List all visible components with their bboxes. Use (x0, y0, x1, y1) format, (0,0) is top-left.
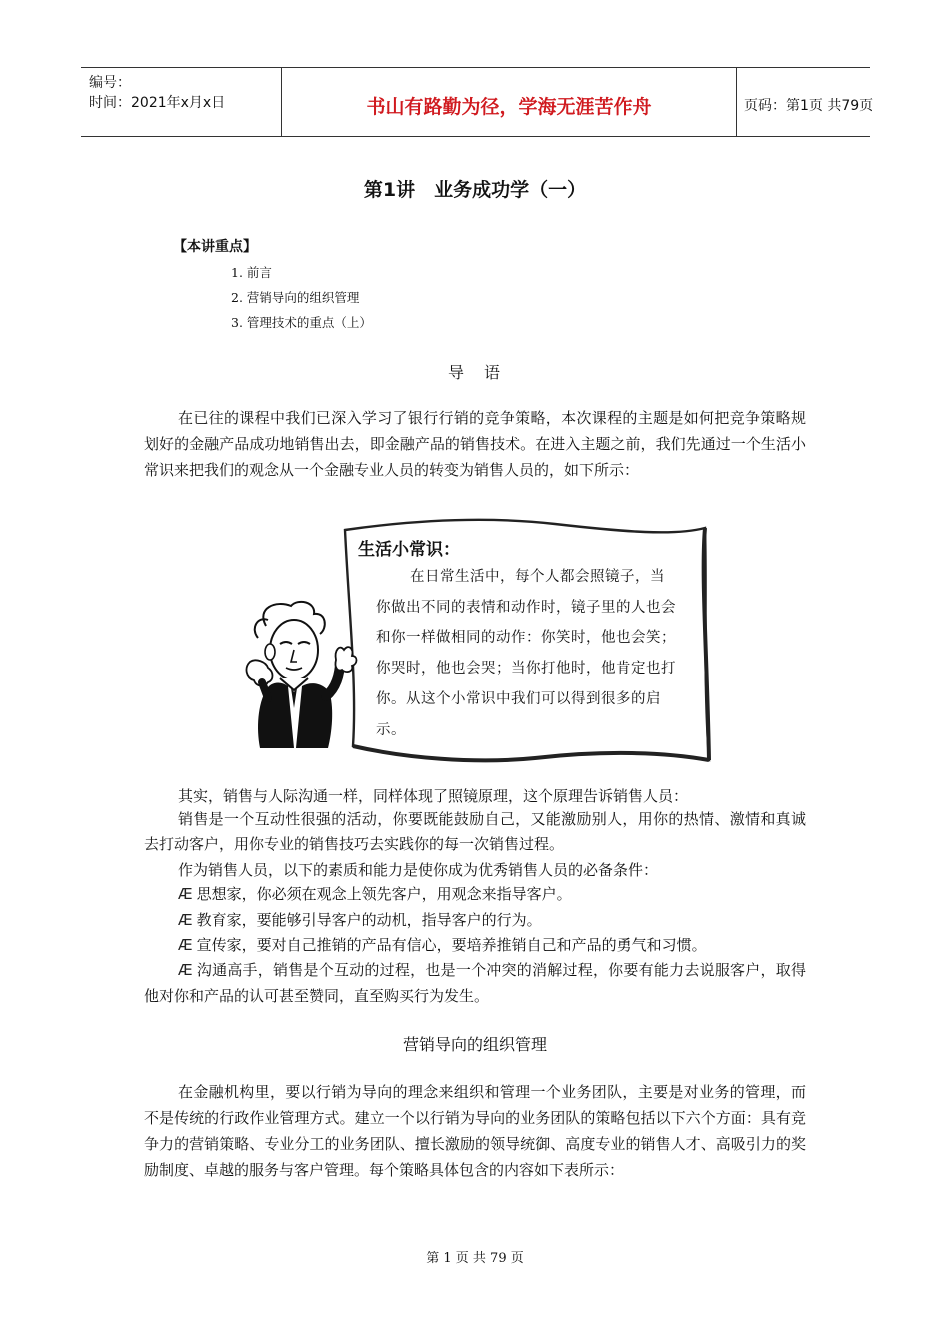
bullet-symbol: Æ (178, 885, 193, 903)
section-paragraph: 在金融机构里，要以行销为导向的理念来组织和管理一个业务团队，主要是对业务的管理，而不是传统的行政作业管理方式。建立一个以行销为导向的业务团队的策略包括以下六个方面：具有竞争力的营销策略、专业分工的业务团队、擅长激励的领导统御、高度专业的销售人才、高吸引力的奖励制度、卓越的服务与客户管理。每个策略具体包含的内容如下表所示： (144, 1083, 806, 1179)
intro-heading: 导 语 (447, 363, 502, 382)
key-points-heading: 【本讲重点】 (173, 239, 257, 255)
bullet-symbol: Æ (178, 936, 193, 954)
body-line: 其实，销售与人际沟通一样，同样体现了照镜原理，这个原理告诉销售人员： (178, 787, 689, 805)
motto: 书山有路勤为径，学海无涯苦作舟 (366, 96, 652, 118)
body-line: 作为销售人员，以下的素质和能力是使你成为优秀销售人员的必备条件： (178, 861, 659, 879)
header-meta-cell (81, 68, 281, 136)
intro-paragraph: 在已往的课程中我们已深入学习了银行行销的竞争策略，本次课程的主题是如何把竞争策略规划好的金融产品成功地销售出去，即金融产品的销售技术。在进入主题之前，我们先通过一个生活小常识来把我们的观念从一个金融专业人员的转变为销售人员的，如下所示： (144, 409, 806, 479)
bullet-text: 教育家，要能够引导客户的动机，指导客户的行为。 (196, 911, 542, 929)
document-header (81, 67, 874, 137)
key-point-item: 2. 营销导向的组织管理 (231, 290, 360, 305)
section-heading: 营销导向的组织管理 (402, 1035, 547, 1054)
lecture-title: 第1讲 业务成功学（一） (363, 179, 587, 201)
bullet-text: 宣传家，要对自己推销的产品有信心，要培养推销自己和产品的勇气和习惯。 (196, 936, 707, 954)
date-label: 时间：2021年x月x日 (89, 95, 226, 111)
header-motto-cell (281, 68, 737, 136)
bullet-item (178, 909, 542, 930)
page-label: 页码：第1页 共79页 (744, 98, 874, 114)
bullet-symbol: Æ (178, 961, 193, 979)
bullet-item (178, 934, 707, 955)
card-title: 生活小常识： (358, 540, 460, 560)
thinking-man-cartoon (236, 598, 366, 753)
code-label: 编号： (89, 75, 131, 91)
page-footer: 第 1 页 共 79 页 (426, 1251, 524, 1266)
bullet-text: 思想家，你必须在观念上领先客户，用观念来指导客户。 (196, 885, 572, 903)
bullet-item (144, 957, 806, 1009)
bullet-item (178, 883, 572, 904)
bullet-symbol: Æ (178, 911, 193, 929)
key-point-item: 3. 管理技术的重点（上） (231, 315, 372, 330)
bullet-text: 沟通高手，销售是个互动的过程，也是一个冲突的消解过程，你要有能力去说服客户，取得他对你和产品的认可甚至赞同，直至购买行为发生。 (144, 961, 806, 1005)
header-page-cell (736, 68, 874, 136)
body-paragraph: 销售是一个互动性很强的活动，你要既能鼓励自己，又能激励别人，用你的热情、激情和真诚去打动客户，用你专业的销售技巧去实践你的每一次销售过程。 (144, 810, 806, 853)
key-point-item: 1. 前言 (231, 265, 272, 280)
card-body: 在日常生活中，每个人都会照镜子，当你做出不同的表情和动作时，镜子里的人也会和你一样做相同的动作：你笑时，他也会笑；你哭时，他也会哭；当你打他时，他肯定也打你。从这个小常识中我们可以得到很多的启示。 (376, 569, 676, 738)
